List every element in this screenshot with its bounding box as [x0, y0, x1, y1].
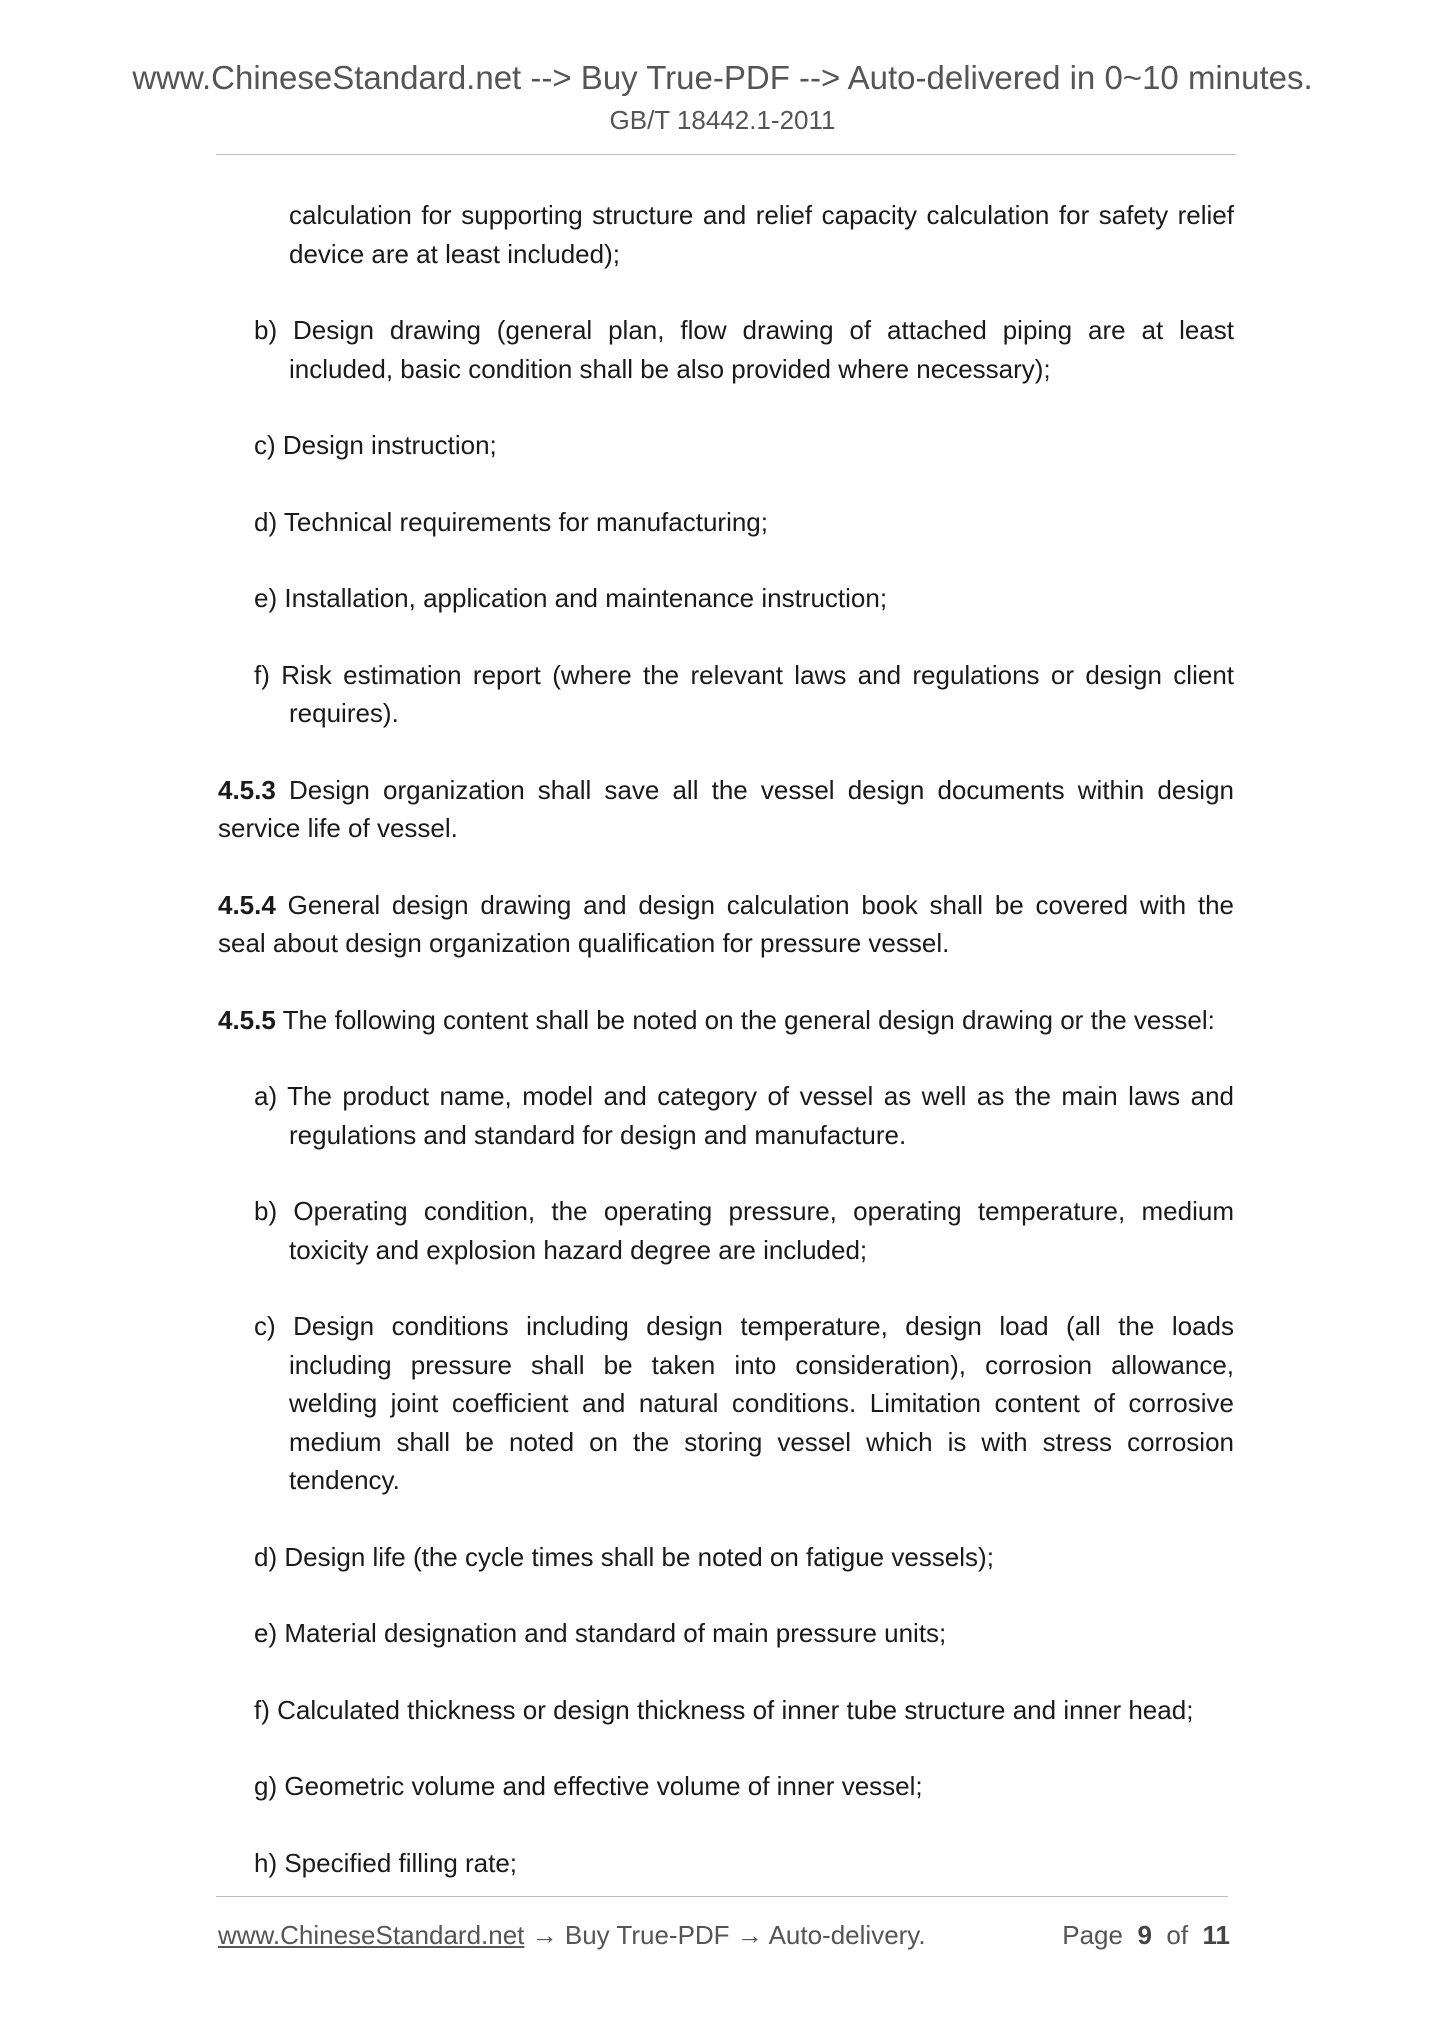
- list-item-b: b) Design drawing (general plan, flow drawing of attached piping are at least included, basic condition shall be also provided where necessary);: [254, 315, 1234, 384]
- list-item-e: e) Installation, application and maintenance instruction;: [254, 583, 888, 613]
- clause-number: 4.5.4: [218, 889, 276, 920]
- list-item-c: c) Design instruction;: [254, 430, 497, 460]
- page-current: 9: [1137, 1920, 1152, 1950]
- list-item-h: h) Specified filling rate;: [254, 1847, 518, 1878]
- document-body: [218, 196, 1234, 1920]
- footer-left: [218, 1918, 926, 1952]
- footer-promo: → Buy True-PDF → Auto-delivery.: [524, 1920, 926, 1950]
- page-footer: [218, 1918, 1230, 1952]
- list-item-c: c) Design conditions including design temperature, design load (all the loads including pressure shall be taken into consideration), corrosion allowance, welding joint coefficient and natural conditions. Limitation content of corrosive medium shall be noted on the storing vessel which is with stress corrosion tendency.: [254, 1311, 1234, 1495]
- list-item-f: f) Calculated thickness or design thickness of inner tube structure and inner head;: [254, 1694, 1194, 1725]
- list-item-d: d) Design life (the cycle times shall be noted on fatigue vessels);: [254, 1541, 994, 1572]
- list-item-e: e) Material designation and standard of main pressure units;: [254, 1618, 947, 1648]
- page-label: Page: [1062, 1920, 1123, 1950]
- list-item-f: f) Risk estimation report (where the relevant laws and regulations or design client requires).: [254, 659, 1234, 728]
- clause-4-5-4: [218, 886, 1234, 963]
- list-item-a: a) The product name, model and category of vessel as well as the main laws and regulations and standard for design and manufacture.: [254, 1081, 1234, 1150]
- clause-number: 4.5.3: [218, 774, 276, 805]
- site-link[interactable]: www.ChineseStandard.net: [218, 1920, 525, 1950]
- clause-4-5-5: [218, 1001, 1234, 1040]
- page-total: 11: [1202, 1920, 1230, 1950]
- page-indicator: [1062, 1918, 1230, 1952]
- header-divider: [216, 154, 1236, 155]
- list-item-g: g) Geometric volume and effective volume of inner vessel;: [254, 1771, 923, 1801]
- footer-divider: [216, 1896, 1228, 1897]
- list-item-b: b) Operating condition, the operating pressure, operating temperature, medium toxicity and explosion hazard degree are included;: [254, 1196, 1234, 1265]
- list-item-d: d) Technical requirements for manufacturing;: [254, 506, 768, 537]
- clause-text: General design drawing and design calculation book shall be covered with the seal about design organization qualification for pressure vessel.: [218, 889, 1234, 958]
- clause-4-5-3: [218, 771, 1234, 848]
- header-banner: www.ChineseStandard.net --> Buy True-PDF --> Auto-delivered in 0~10 minutes.: [132, 59, 1313, 96]
- continuation-text: calculation for supporting structure and relief capacity calculation for safety relief device are at least included);: [289, 200, 1234, 269]
- clause-text: The following content shall be noted on the general design drawing or the vessel:: [275, 1004, 1215, 1035]
- of-label: of: [1166, 1920, 1189, 1950]
- clause-text: Design organization shall save all the vessel design documents within design service life of vessel.: [218, 774, 1234, 843]
- standard-code: GB/T 18442.1-2011: [609, 105, 836, 135]
- clause-number: 4.5.5: [218, 1004, 276, 1035]
